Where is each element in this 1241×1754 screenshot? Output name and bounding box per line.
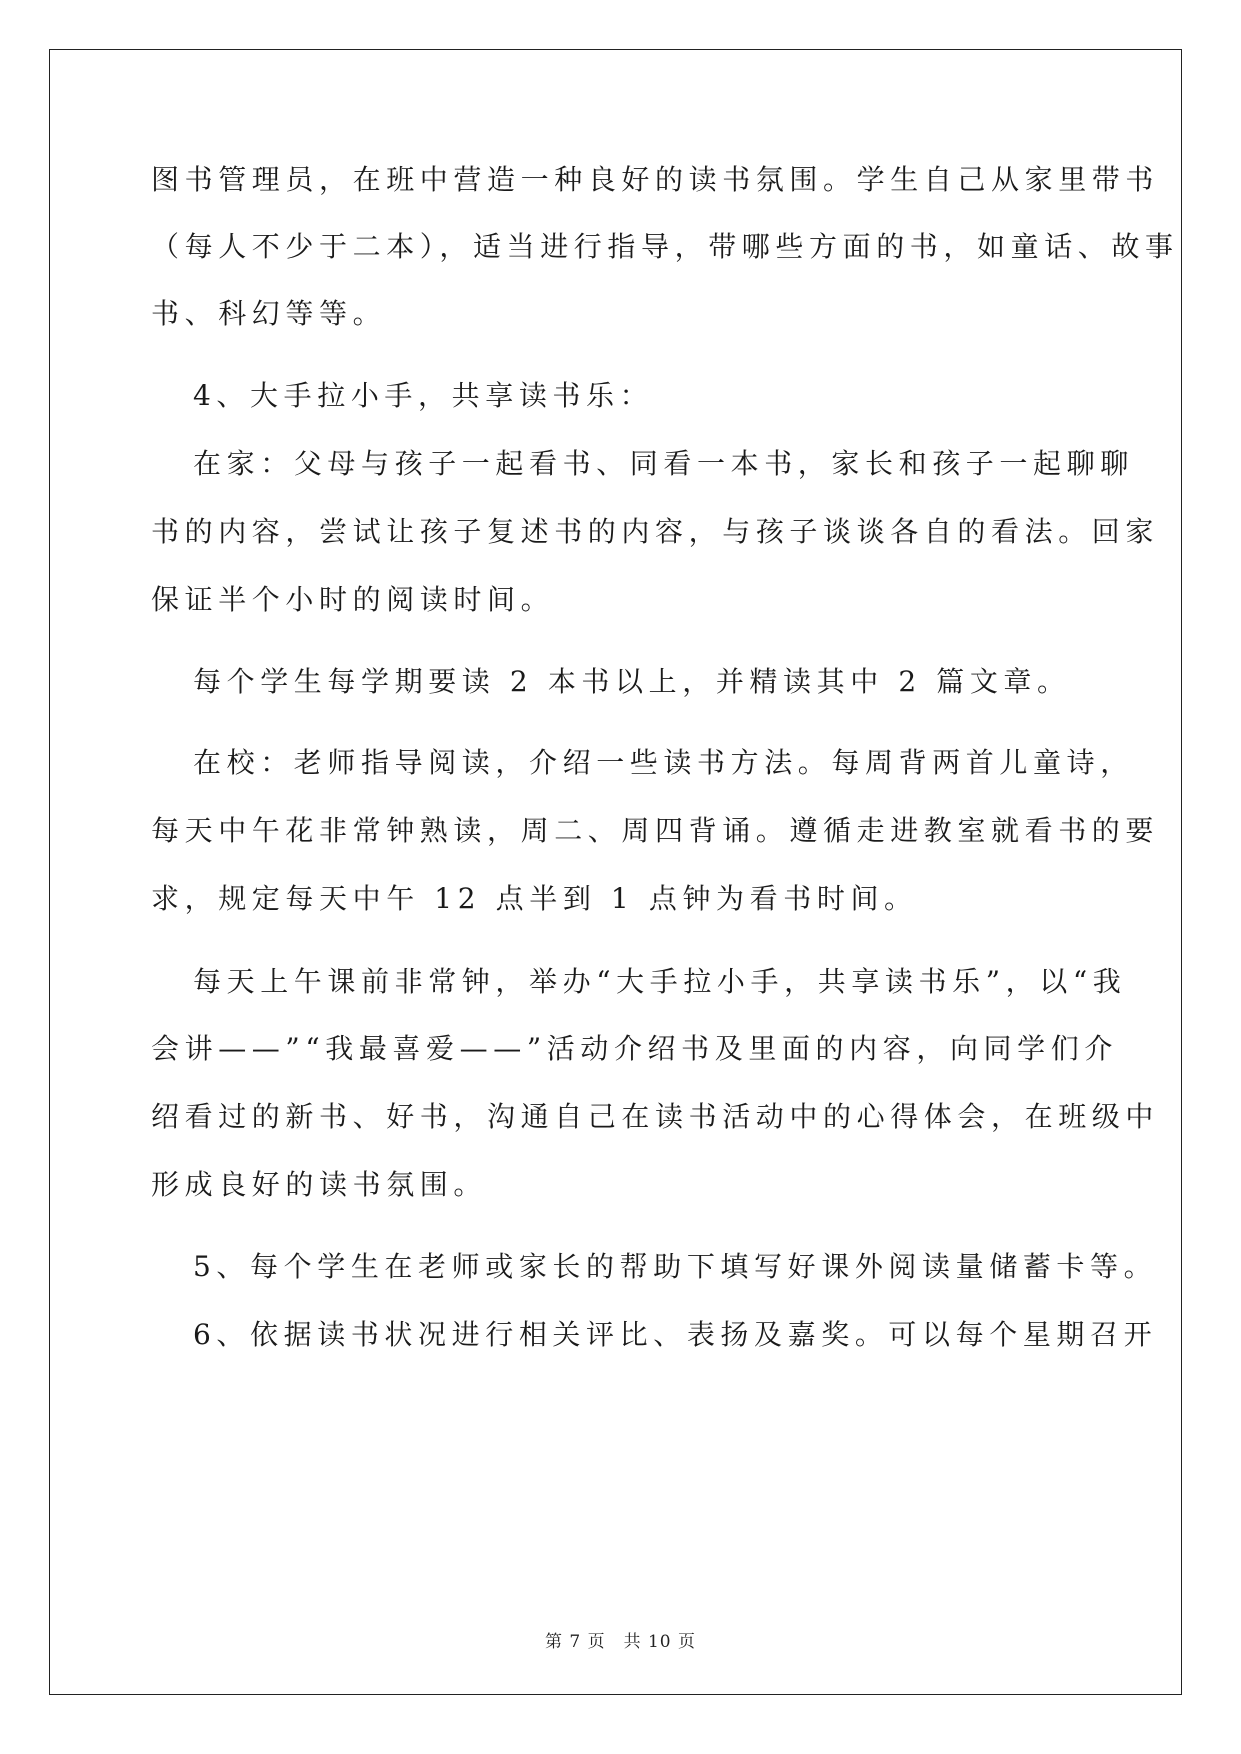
paragraph-start: 每个学生每学期要读 2 本书以上，并精读其中 2 篇文章。: [193, 665, 1071, 698]
body-line: 每天中午花非常钟熟读，周二、周四背诵。遵循走进教室就看书的要: [151, 814, 1160, 847]
paragraph-start: 在校：老师指导阅读，介绍一些读书方法。每周背两首儿童诗，: [193, 746, 1134, 779]
body-line: 求，规定每天中午 12 点半到 1 点钟为看书时间。: [151, 882, 918, 915]
body-line: 形成良好的读书氛围。: [151, 1168, 488, 1201]
body-line: 会讲——”“我最喜爱——”活动介绍书及里面的内容，向同学们介: [151, 1032, 1118, 1065]
page-number: 第 7 页 共 10 页: [544, 1632, 697, 1652]
paragraph-start: 在家：父母与孩子一起看书、同看一本书，家长和孩子一起聊聊: [193, 447, 1134, 480]
body-line: （每人不少于二本），适当进行指导，带哪些方面的书，如童话、故事: [151, 230, 1179, 263]
section-heading-6: 6、依据读书状况进行相关评比、表扬及嘉奖。可以每个星期召开: [193, 1318, 1158, 1351]
section-heading-5: 5、每个学生在老师或家长的帮助下填写好课外阅读量储蓄卡等。: [193, 1250, 1158, 1283]
body-line: 书、科幻等等。: [151, 297, 387, 330]
paragraph-start: 每天上午课前非常钟，举办“大手拉小手，共享读书乐”，以“我: [193, 965, 1127, 998]
body-line: 图书管理员，在班中营造一种良好的读书氛围。学生自己从家里带书: [151, 163, 1160, 196]
body-line: 绍看过的新书、好书，沟通自己在读书活动中的心得体会，在班级中: [151, 1100, 1160, 1133]
body-line: 保证半个小时的阅读时间。: [151, 583, 555, 616]
body-line: 书的内容，尝试让孩子复述书的内容，与孩子谈谈各自的看法。回家: [151, 515, 1160, 548]
section-heading-4: 4、大手拉小手，共享读书乐：: [193, 379, 654, 412]
